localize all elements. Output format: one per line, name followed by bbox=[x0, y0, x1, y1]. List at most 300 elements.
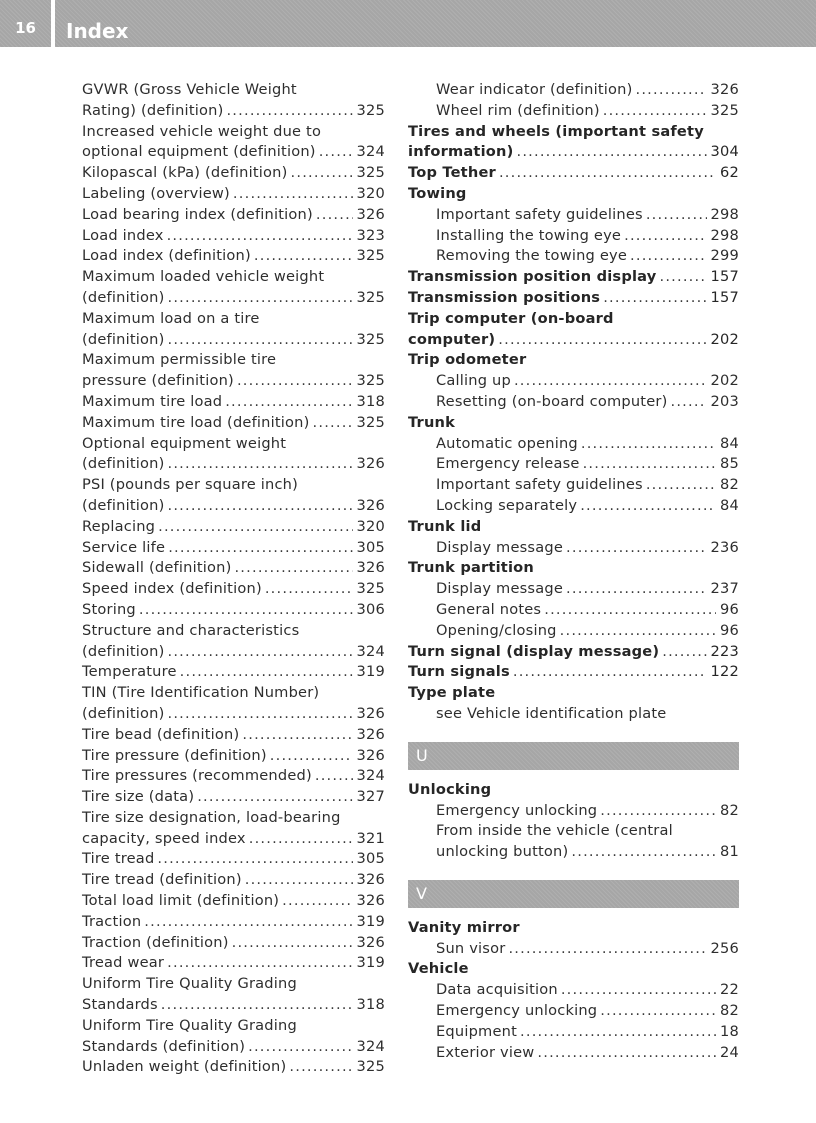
index-entry-text: Increased vehicle weight due to bbox=[82, 122, 322, 140]
index-entry bbox=[82, 808, 385, 829]
index-entry-page: 84 bbox=[720, 434, 739, 452]
index-entry bbox=[408, 350, 739, 371]
index-entry-page: 325 bbox=[356, 372, 385, 390]
index-entry bbox=[408, 392, 739, 413]
dot-leader bbox=[571, 842, 716, 863]
dot-leader bbox=[603, 101, 707, 122]
index-entry-text: Maximum loaded vehicle weight bbox=[82, 268, 325, 286]
index-entry bbox=[82, 496, 385, 517]
page-header bbox=[0, 0, 816, 47]
index-entry bbox=[82, 142, 385, 163]
index-entry bbox=[82, 1016, 385, 1037]
index-entry-page: 326 bbox=[356, 455, 385, 473]
index-entry-text: Automatic opening bbox=[436, 434, 578, 452]
index-entry-text: unlocking button) bbox=[436, 843, 569, 861]
index-entry-text: Load index bbox=[82, 226, 164, 244]
index-entry-text: information) bbox=[408, 143, 514, 161]
index-entry bbox=[408, 205, 739, 226]
dot-leader bbox=[282, 891, 352, 912]
index-column-left bbox=[82, 80, 385, 1078]
index-entry-page: 325 bbox=[356, 164, 385, 182]
index-entry bbox=[82, 683, 385, 704]
index-entry-text: Maximum permissible tire bbox=[82, 351, 277, 369]
index-entry-page: 325 bbox=[356, 413, 385, 431]
dot-leader bbox=[580, 496, 716, 517]
section-letter-v: V bbox=[408, 880, 739, 908]
index-entry bbox=[82, 163, 385, 184]
dot-leader bbox=[513, 662, 707, 683]
dot-leader bbox=[291, 163, 353, 184]
index-entry-page: 318 bbox=[356, 392, 385, 410]
index-entry-text: (definition) bbox=[82, 288, 165, 306]
index-entry-text: Tire size designation, load-bearing bbox=[82, 808, 341, 826]
index-entry bbox=[408, 600, 739, 621]
index-entry-text: Kilopascal (kPa) (definition) bbox=[82, 164, 288, 182]
dot-leader bbox=[242, 725, 352, 746]
index-entry-page: 326 bbox=[356, 559, 385, 577]
index-entry-text: Tire pressure (definition) bbox=[82, 746, 267, 764]
index-entry-text: optional equipment (definition) bbox=[82, 143, 316, 161]
index-entry-text: Total load limit (definition) bbox=[82, 892, 280, 910]
index-entry-page: 325 bbox=[710, 101, 739, 119]
index-entry bbox=[82, 413, 385, 434]
index-entry-text: Important safety guidelines bbox=[436, 476, 643, 494]
index-entry-page: 325 bbox=[356, 330, 385, 348]
dot-leader bbox=[233, 184, 353, 205]
index-entry bbox=[82, 475, 385, 496]
index-entry-text: Vanity mirror bbox=[408, 918, 520, 936]
dot-leader bbox=[630, 246, 707, 267]
index-entry-page: 320 bbox=[356, 517, 385, 535]
dot-leader bbox=[157, 849, 352, 870]
index-entry-text: Tread wear bbox=[82, 954, 165, 972]
index-entry-text: GVWR (Gross Vehicle Weight bbox=[82, 81, 297, 98]
index-entry bbox=[408, 1043, 739, 1064]
index-entry-page: 157 bbox=[710, 288, 739, 306]
index-entry-text: TIN (Tire Identification Number) bbox=[82, 684, 320, 702]
index-entry bbox=[82, 829, 385, 850]
index-entry-text: General notes bbox=[436, 600, 542, 618]
index-entry-text: Display message bbox=[436, 538, 564, 556]
dot-leader bbox=[254, 246, 353, 267]
index-entry bbox=[408, 821, 739, 842]
index-entry bbox=[408, 704, 739, 725]
index-entry-text: Traction bbox=[82, 912, 142, 930]
index-entry bbox=[82, 350, 385, 371]
dot-leader bbox=[180, 662, 353, 683]
index-entry-page: 202 bbox=[710, 330, 739, 348]
index-entry-text: Sidewall (definition) bbox=[82, 559, 232, 577]
index-entry-text: (definition) bbox=[82, 455, 165, 473]
index-entry bbox=[408, 142, 739, 163]
index-entry-text: pressure (definition) bbox=[82, 372, 234, 390]
index-entry-page: 202 bbox=[710, 372, 739, 390]
index-entry-text: Tire pressures (recommended) bbox=[82, 767, 312, 785]
index-entry-text: Resetting (on-board computer) bbox=[436, 392, 668, 410]
dot-leader bbox=[514, 371, 707, 392]
index-entry bbox=[408, 1022, 739, 1043]
index-entry bbox=[408, 184, 739, 205]
index-entry-text: Removing the towing eye bbox=[436, 247, 628, 265]
index-entry bbox=[408, 939, 739, 960]
index-entry-text: Transmission positions bbox=[408, 288, 601, 306]
index-entry-text: Tires and wheels (important safety bbox=[408, 122, 704, 140]
dot-leader bbox=[561, 980, 716, 1001]
index-entry-text: Equipment bbox=[436, 1022, 518, 1040]
index-entry bbox=[408, 267, 739, 288]
dot-leader bbox=[499, 163, 716, 184]
index-entry bbox=[82, 579, 385, 600]
index-entry-page: 223 bbox=[710, 642, 739, 660]
dot-leader bbox=[197, 787, 352, 808]
index-entry bbox=[408, 475, 739, 496]
index-entry-text: Trip computer (on-board bbox=[408, 309, 614, 327]
index-entry-page: 326 bbox=[356, 892, 385, 910]
index-entry-page: 325 bbox=[356, 101, 385, 119]
header-divider bbox=[51, 0, 55, 47]
index-entry bbox=[82, 600, 385, 621]
dot-leader bbox=[315, 766, 353, 787]
index-entry-text: Replacing bbox=[82, 517, 156, 535]
index-entry-text: Temperature bbox=[82, 663, 177, 681]
dot-leader bbox=[139, 600, 353, 621]
index-entry bbox=[82, 246, 385, 267]
index-entry-page: 82 bbox=[720, 1002, 739, 1020]
index-entry-page: 326 bbox=[356, 725, 385, 743]
index-entry bbox=[82, 995, 385, 1016]
index-entry-page: 318 bbox=[356, 996, 385, 1014]
index-entry-text: Unlocking bbox=[408, 780, 492, 798]
index-entry bbox=[408, 579, 739, 600]
dot-leader bbox=[249, 829, 353, 850]
index-entry bbox=[82, 80, 385, 101]
index-entry bbox=[408, 642, 739, 663]
index-entry-text: Storing bbox=[82, 600, 136, 618]
index-entry-page: 326 bbox=[356, 871, 385, 889]
index-entry bbox=[408, 842, 739, 863]
index-entry-page: 326 bbox=[356, 496, 385, 514]
dot-leader bbox=[520, 1022, 716, 1043]
dot-leader bbox=[600, 1001, 716, 1022]
index-entry-page: 326 bbox=[710, 81, 739, 98]
dot-leader bbox=[161, 995, 353, 1016]
dot-leader bbox=[313, 413, 353, 434]
dot-leader bbox=[624, 226, 706, 247]
dot-leader bbox=[237, 371, 353, 392]
dot-leader bbox=[659, 267, 706, 288]
index-entry-page: 236 bbox=[710, 538, 739, 556]
index-section-t bbox=[408, 80, 739, 725]
index-entry-page: 321 bbox=[356, 829, 385, 847]
index-entry-page: 96 bbox=[720, 600, 739, 618]
page-number: 16 bbox=[15, 19, 36, 37]
dot-leader bbox=[319, 142, 353, 163]
index-entry bbox=[82, 912, 385, 933]
dot-leader bbox=[168, 538, 352, 559]
index-entry-text: Transmission position display bbox=[408, 268, 657, 286]
index-entry bbox=[408, 780, 739, 801]
index-entry-text: (definition) bbox=[82, 704, 165, 722]
index-entry bbox=[82, 184, 385, 205]
dot-leader bbox=[167, 330, 352, 351]
dot-leader bbox=[566, 579, 707, 600]
index-entry bbox=[82, 122, 385, 143]
index-entry bbox=[82, 662, 385, 683]
index-entry bbox=[408, 163, 739, 184]
dot-leader bbox=[289, 1057, 352, 1078]
index-entry bbox=[82, 267, 385, 288]
index-entry bbox=[82, 517, 385, 538]
index-entry-page: 324 bbox=[356, 642, 385, 660]
index-section-v bbox=[408, 918, 739, 1064]
index-entry bbox=[408, 1001, 739, 1022]
index-entry bbox=[408, 309, 739, 330]
dot-leader bbox=[662, 642, 706, 663]
index-entry-text: Tire bead (definition) bbox=[82, 725, 240, 743]
index-entry bbox=[82, 538, 385, 559]
index-entry-text: Unladen weight (definition) bbox=[82, 1058, 287, 1076]
index-entry-page: 319 bbox=[356, 954, 385, 972]
index-entry-page: 82 bbox=[720, 801, 739, 819]
index-entry-text: Trunk lid bbox=[408, 517, 482, 535]
index-section-u bbox=[408, 780, 739, 863]
index-entry-text: Trunk bbox=[408, 413, 456, 431]
index-entry bbox=[82, 704, 385, 725]
index-entry bbox=[408, 413, 739, 434]
dot-leader bbox=[167, 704, 352, 725]
index-entry bbox=[408, 801, 739, 822]
index-entry-page: 82 bbox=[720, 476, 739, 494]
index-entry-page: 320 bbox=[356, 184, 385, 202]
index-entry bbox=[408, 434, 739, 455]
index-entry bbox=[82, 787, 385, 808]
index-column-right bbox=[408, 80, 739, 1063]
index-entry-page: 325 bbox=[356, 1058, 385, 1076]
index-entry-text: Turn signals bbox=[408, 663, 510, 681]
index-entry bbox=[408, 80, 739, 101]
dot-leader bbox=[560, 621, 716, 642]
index-entry-page: 325 bbox=[356, 580, 385, 598]
index-entry-text: capacity, speed index bbox=[82, 829, 246, 847]
dot-leader bbox=[537, 1043, 716, 1064]
index-entry-text: From inside the vehicle (central bbox=[436, 822, 673, 840]
index-entry-text: see Vehicle identification plate bbox=[436, 704, 667, 722]
index-entry-text: Emergency unlocking bbox=[436, 801, 598, 819]
index-entry-text: Rating) (definition) bbox=[82, 101, 224, 119]
index-entry-page: 298 bbox=[710, 205, 739, 223]
index-entry-text: Exterior view bbox=[436, 1043, 535, 1061]
index-entry-text: Opening/closing bbox=[436, 621, 557, 639]
index-entry-text: Calling up bbox=[436, 372, 511, 390]
index-entry-text: Important safety guidelines bbox=[436, 205, 643, 223]
dot-leader bbox=[265, 579, 353, 600]
index-entry bbox=[408, 330, 739, 351]
dot-leader bbox=[600, 801, 716, 822]
index-entry-text: Structure and characteristics bbox=[82, 621, 300, 639]
index-entry-text: Standards (definition) bbox=[82, 1037, 246, 1055]
index-entry bbox=[408, 371, 739, 392]
index-entry-text: Standards bbox=[82, 996, 158, 1014]
dot-leader bbox=[144, 912, 352, 933]
index-entry bbox=[82, 974, 385, 995]
dot-leader bbox=[234, 558, 352, 579]
index-entry bbox=[408, 662, 739, 683]
index-entry bbox=[82, 933, 385, 954]
index-entry-page: 324 bbox=[356, 767, 385, 785]
dot-leader bbox=[544, 600, 716, 621]
dot-leader bbox=[270, 746, 353, 767]
index-entry-text: PSI (pounds per square inch) bbox=[82, 476, 299, 494]
index-entry-text: (definition) bbox=[82, 330, 165, 348]
index-entry-page: 122 bbox=[710, 663, 739, 681]
index-entry-text: Uniform Tire Quality Grading bbox=[82, 975, 297, 993]
index-entry bbox=[82, 558, 385, 579]
index-entry bbox=[408, 980, 739, 1001]
dot-leader bbox=[583, 454, 716, 475]
index-entry bbox=[408, 918, 739, 939]
index-entry bbox=[408, 454, 739, 475]
index-entry-text: Speed index (definition) bbox=[82, 580, 262, 598]
index-entry-page: 304 bbox=[710, 143, 739, 161]
index-entry-page: 326 bbox=[356, 205, 385, 223]
index-entry bbox=[408, 288, 739, 309]
index-entry-text: (definition) bbox=[82, 642, 165, 660]
index-entry bbox=[408, 122, 739, 143]
index-entry bbox=[82, 621, 385, 642]
index-entry bbox=[82, 205, 385, 226]
index-entry bbox=[82, 746, 385, 767]
index-entry bbox=[408, 517, 739, 538]
dot-leader bbox=[167, 953, 352, 974]
index-entry-page: 85 bbox=[720, 455, 739, 473]
index-entry bbox=[82, 766, 385, 787]
index-entry-text: Tire size (data) bbox=[82, 788, 195, 806]
index-entry bbox=[82, 454, 385, 475]
index-entry bbox=[82, 392, 385, 413]
index-entry bbox=[82, 725, 385, 746]
dot-leader bbox=[167, 642, 352, 663]
index-entry-page: 305 bbox=[356, 538, 385, 556]
index-entry-text: Sun visor bbox=[436, 939, 506, 957]
index-entry-page: 323 bbox=[356, 226, 385, 244]
dot-leader bbox=[167, 496, 352, 517]
index-entry-text: Maximum tire load (definition) bbox=[82, 413, 310, 431]
index-entry-page: 299 bbox=[710, 247, 739, 265]
index-entry bbox=[408, 538, 739, 559]
index-entry bbox=[82, 309, 385, 330]
index-entry-text: Type plate bbox=[408, 684, 496, 702]
index-entry bbox=[408, 621, 739, 642]
index-entry bbox=[408, 226, 739, 247]
index-entry bbox=[82, 434, 385, 455]
index-entry-page: 324 bbox=[356, 1037, 385, 1055]
dot-leader bbox=[566, 538, 707, 559]
dot-leader bbox=[636, 80, 707, 101]
index-entry-text: Emergency unlocking bbox=[436, 1002, 598, 1020]
index-entry-text: Load bearing index (definition) bbox=[82, 205, 313, 223]
dot-leader bbox=[158, 517, 352, 538]
index-entry-text: Service life bbox=[82, 538, 166, 556]
index-entry-text: Wheel rim (definition) bbox=[436, 101, 600, 119]
index-entry-page: 24 bbox=[720, 1043, 739, 1061]
dot-leader bbox=[581, 434, 716, 455]
index-entry bbox=[408, 683, 739, 704]
index-entry bbox=[82, 953, 385, 974]
index-entry-text: Trunk partition bbox=[408, 559, 534, 577]
index-entry-page: 319 bbox=[356, 663, 385, 681]
index-entry-text: Maximum load on a tire bbox=[82, 309, 260, 327]
index-entry-text: Traction (definition) bbox=[82, 933, 229, 951]
index-entry-text: Locking separately bbox=[436, 496, 578, 514]
index-entry bbox=[408, 246, 739, 267]
index-entry bbox=[82, 101, 385, 122]
index-entry-text: Tire tread (definition) bbox=[82, 871, 242, 889]
index-entry-page: 84 bbox=[720, 496, 739, 514]
index-entry bbox=[82, 642, 385, 663]
index-entry bbox=[82, 288, 385, 309]
index-entry bbox=[82, 371, 385, 392]
index-entry-text: Labeling (overview) bbox=[82, 184, 230, 202]
section-letter-u: U bbox=[408, 742, 739, 770]
index-entry bbox=[408, 959, 739, 980]
page-title: Index bbox=[66, 19, 129, 43]
index-entry-page: 305 bbox=[356, 850, 385, 868]
dot-leader bbox=[226, 101, 352, 122]
index-entry-page: 324 bbox=[356, 143, 385, 161]
index-entry-text: Vehicle bbox=[408, 960, 469, 978]
index-entry-page: 326 bbox=[356, 746, 385, 764]
index-entry bbox=[408, 558, 739, 579]
dot-leader bbox=[508, 939, 706, 960]
index-entry-page: 326 bbox=[356, 704, 385, 722]
index-entry-text: Tire tread bbox=[82, 850, 155, 868]
dot-leader bbox=[232, 933, 353, 954]
index-entry-text: Turn signal (display message) bbox=[408, 642, 660, 660]
index-entry-page: 325 bbox=[356, 288, 385, 306]
dot-leader bbox=[603, 288, 706, 309]
dot-leader bbox=[167, 454, 352, 475]
dot-leader bbox=[167, 226, 353, 247]
index-entry-page: 237 bbox=[710, 580, 739, 598]
dot-leader bbox=[245, 870, 353, 891]
index-entry-text: Installing the towing eye bbox=[436, 226, 622, 244]
dot-leader bbox=[498, 330, 706, 351]
dot-leader bbox=[248, 1037, 352, 1058]
index-entry-page: 62 bbox=[720, 164, 739, 182]
index-entry bbox=[82, 891, 385, 912]
index-entry-text: computer) bbox=[408, 330, 496, 348]
index-entry-page: 203 bbox=[710, 392, 739, 410]
dot-leader bbox=[671, 392, 707, 413]
index-entry-page: 96 bbox=[720, 621, 739, 639]
index-entry-text: Uniform Tire Quality Grading bbox=[82, 1016, 297, 1034]
dot-leader bbox=[167, 288, 352, 309]
index-entry-text: Load index (definition) bbox=[82, 247, 251, 265]
index-entry bbox=[82, 226, 385, 247]
index-entry-page: 256 bbox=[710, 939, 739, 957]
index-entry-page: 157 bbox=[710, 268, 739, 286]
dot-leader bbox=[225, 392, 352, 413]
dot-leader bbox=[316, 205, 353, 226]
index-entry-text: Trip odometer bbox=[408, 351, 527, 369]
index-entry-text: Data acquisition bbox=[436, 981, 558, 999]
index-entry-page: 22 bbox=[720, 981, 739, 999]
index-entry-text: Towing bbox=[408, 184, 467, 202]
index-entry-page: 325 bbox=[356, 247, 385, 265]
index-entry bbox=[82, 849, 385, 870]
index-entry-text: Emergency release bbox=[436, 455, 580, 473]
index-entry-text: Wear indicator (definition) bbox=[436, 81, 633, 98]
